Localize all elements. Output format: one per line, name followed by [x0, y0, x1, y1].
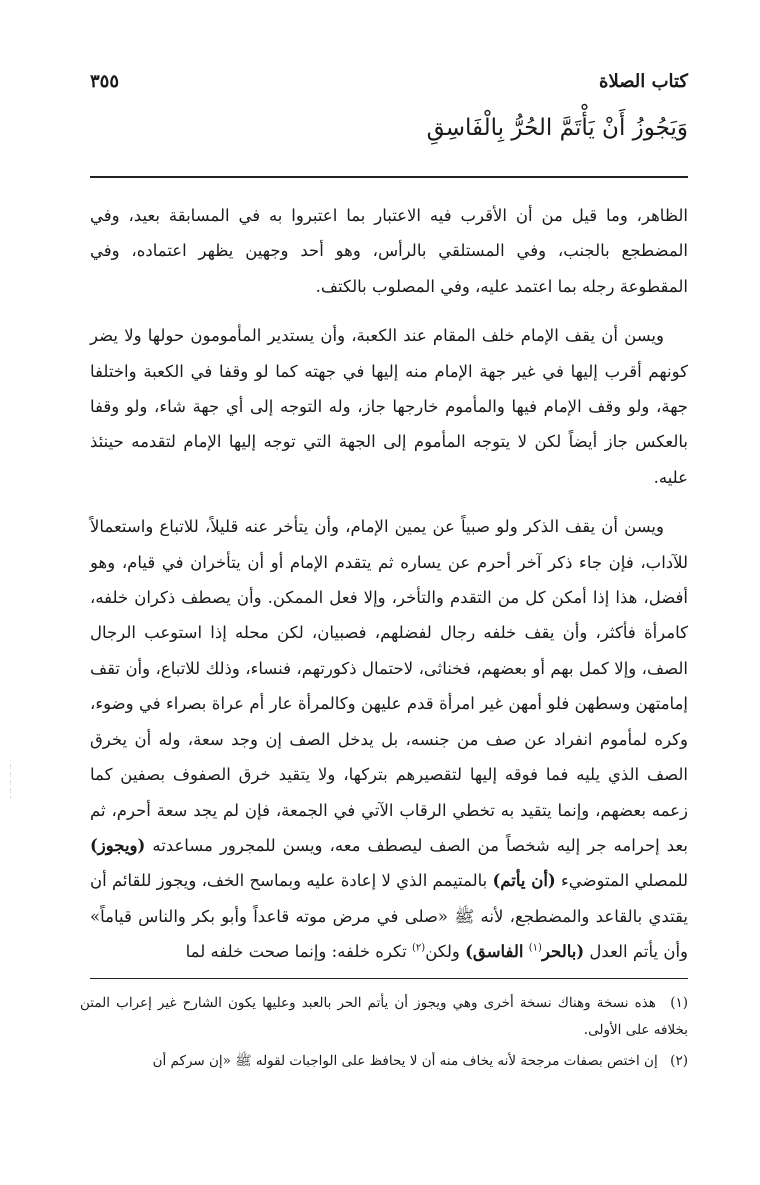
commentary-body — [90, 198, 688, 984]
footnote-2 — [80, 1048, 688, 1075]
matn-keyword-fasiq: الفاسق) — [465, 942, 524, 962]
footnote-1-text: هذه نسخة وهناك نسخة أخرى وهي ويجوز أن يأتم الحر بالعبد وعليها يكون الشارح غير إعراب المتن بخلافه على الأولى. — [80, 995, 688, 1038]
matn-rule — [90, 176, 688, 178]
matn-keyword-yatam: (أن يأتم) — [492, 871, 556, 891]
matn-keyword-yajuz: (ويجوز) — [90, 835, 146, 855]
paragraph-3 — [90, 509, 688, 969]
paragraph-3-text-c: بالمتيمم الذي لا إعادة عليه وبماسح الخف، ويجوز للقائم أن يقتدي بالقاعد والمضطجع، لأنه ﷺ «صلى في مرض موته قاعداً وأبو بكر والناس قياماً» وأن يأتم العدل — [90, 871, 688, 962]
running-header — [90, 68, 688, 96]
footnote-1-number: (١) — [670, 995, 689, 1011]
footnote-2-number: (٢) — [670, 1053, 688, 1069]
footnote-rule — [90, 978, 688, 979]
matn-text: وَيَجُوزُ أَنْ يَأْتَمَّ الحُرُّ بِالْفَاسِقِ — [426, 115, 688, 141]
paragraph-3-text-b: للمصلي المتوضيء — [561, 871, 688, 891]
footnote-ref-2: (٢) — [412, 942, 426, 954]
paragraph-1: الظاهر، وما قيل من أن الأقرب فيه الاعتبار بما اعتبروا به في المسابقة بعيد، وفي المضطجع بالجنب، وفي المستلقي بالرأس، وهو أحد وجهين يظهر اعتماده، وفي المقطوعة رجله بما اعتمد عليه، وفي المصلوب بالكتف. — [90, 206, 688, 296]
footnotes — [80, 990, 688, 1079]
margin-artifact: ⁚ ⁚ ⁚ ⁚ ⁚ — [9, 760, 12, 801]
matn-keyword-hurr: (بالحر — [541, 942, 585, 962]
book-title: كتاب الصلاة — [593, 68, 688, 96]
page-number: ٣٥٥ — [90, 68, 125, 96]
paragraph-3-text-e: تكره خلفه: وإنما صحت خلفه لما — [185, 942, 407, 962]
paragraph-3-text-a: ويسن أن يقف الذكر ولو صبياً عن يمين الإمام، وأن يتأخر عنه قليلاً، للاتباع واستعمالاً للآداب، فإن جاء ذكر آخر أحرم عن يساره ثم يتقدم الإمام أو أن يتأخران في قيام، وهو أفضل، هذا إذا أمكن كل من التقدم والتأخر، وإلا فعل الممكن. وأن يصطف ذكران خلفه، كامرأة فأكثر، وأن يقف خلفه رجال لفضلهم، فصبيان، لكن محله إذا استوعب الرجال الصف، وإلا كمل بهم أو بعضهم، فخناثى، لاحتمال ذكورتهم، فنساء، وذلك للاتباع، وأن تقف إمامتهن وسطهن فلو أمهن غير امرأة قدم عليهن وكالمرأة عار أم عراة بصراء في وضوء، وكره لمأموم انفراد عن صف من جنسه، بل يدخل الصف إن وجد سعة، وله أن يخرق الصف الذي يليه فما فوقه إليها لتقصيرهم بتركها، ولا يتقيد خرق الصفوف بصفين كما زعمه بعضهم، وإنما يتقيد به تخطي الرقاب الآتي في الجمعة، فإن لم يجد سعة أحرم، ثم بعد إحرامه جر إليه شخصاً من الصف ليصطف معه، ويسن للمجرور مساعدته — [90, 517, 689, 855]
footnote-1 — [80, 990, 688, 1044]
paragraph-2: ويسن أن يقف الإمام خلف المقام عند الكعبة، وأن يستدير المأمومون حولها ولا يضر كونهم أقرب إليها في غير جهة الإمام منه إليها في جهته كما لو وقفا في الكعبة واختلفا جهة، ولو وقف الإمام فيها والمأموم خارجها جاز، وله التوجه إلى أي جهة شاء، ولو وقفا بالعكس جاز أيضاً لكن لا يتوجه المأموم إلى الجهة التي توجه إليها الإمام لتقدمه حينئذ عليه. — [90, 326, 688, 487]
footnote-2-text: إن اختص بصفات مرجحة لأنه يخاف منه أن لا يحافظ على الواجبات لقوله ﷺ «إن سركم أن — [152, 1053, 658, 1069]
paragraph-3-text-d: ولكن — [425, 942, 460, 962]
footnote-ref-1: (١) — [528, 942, 542, 954]
